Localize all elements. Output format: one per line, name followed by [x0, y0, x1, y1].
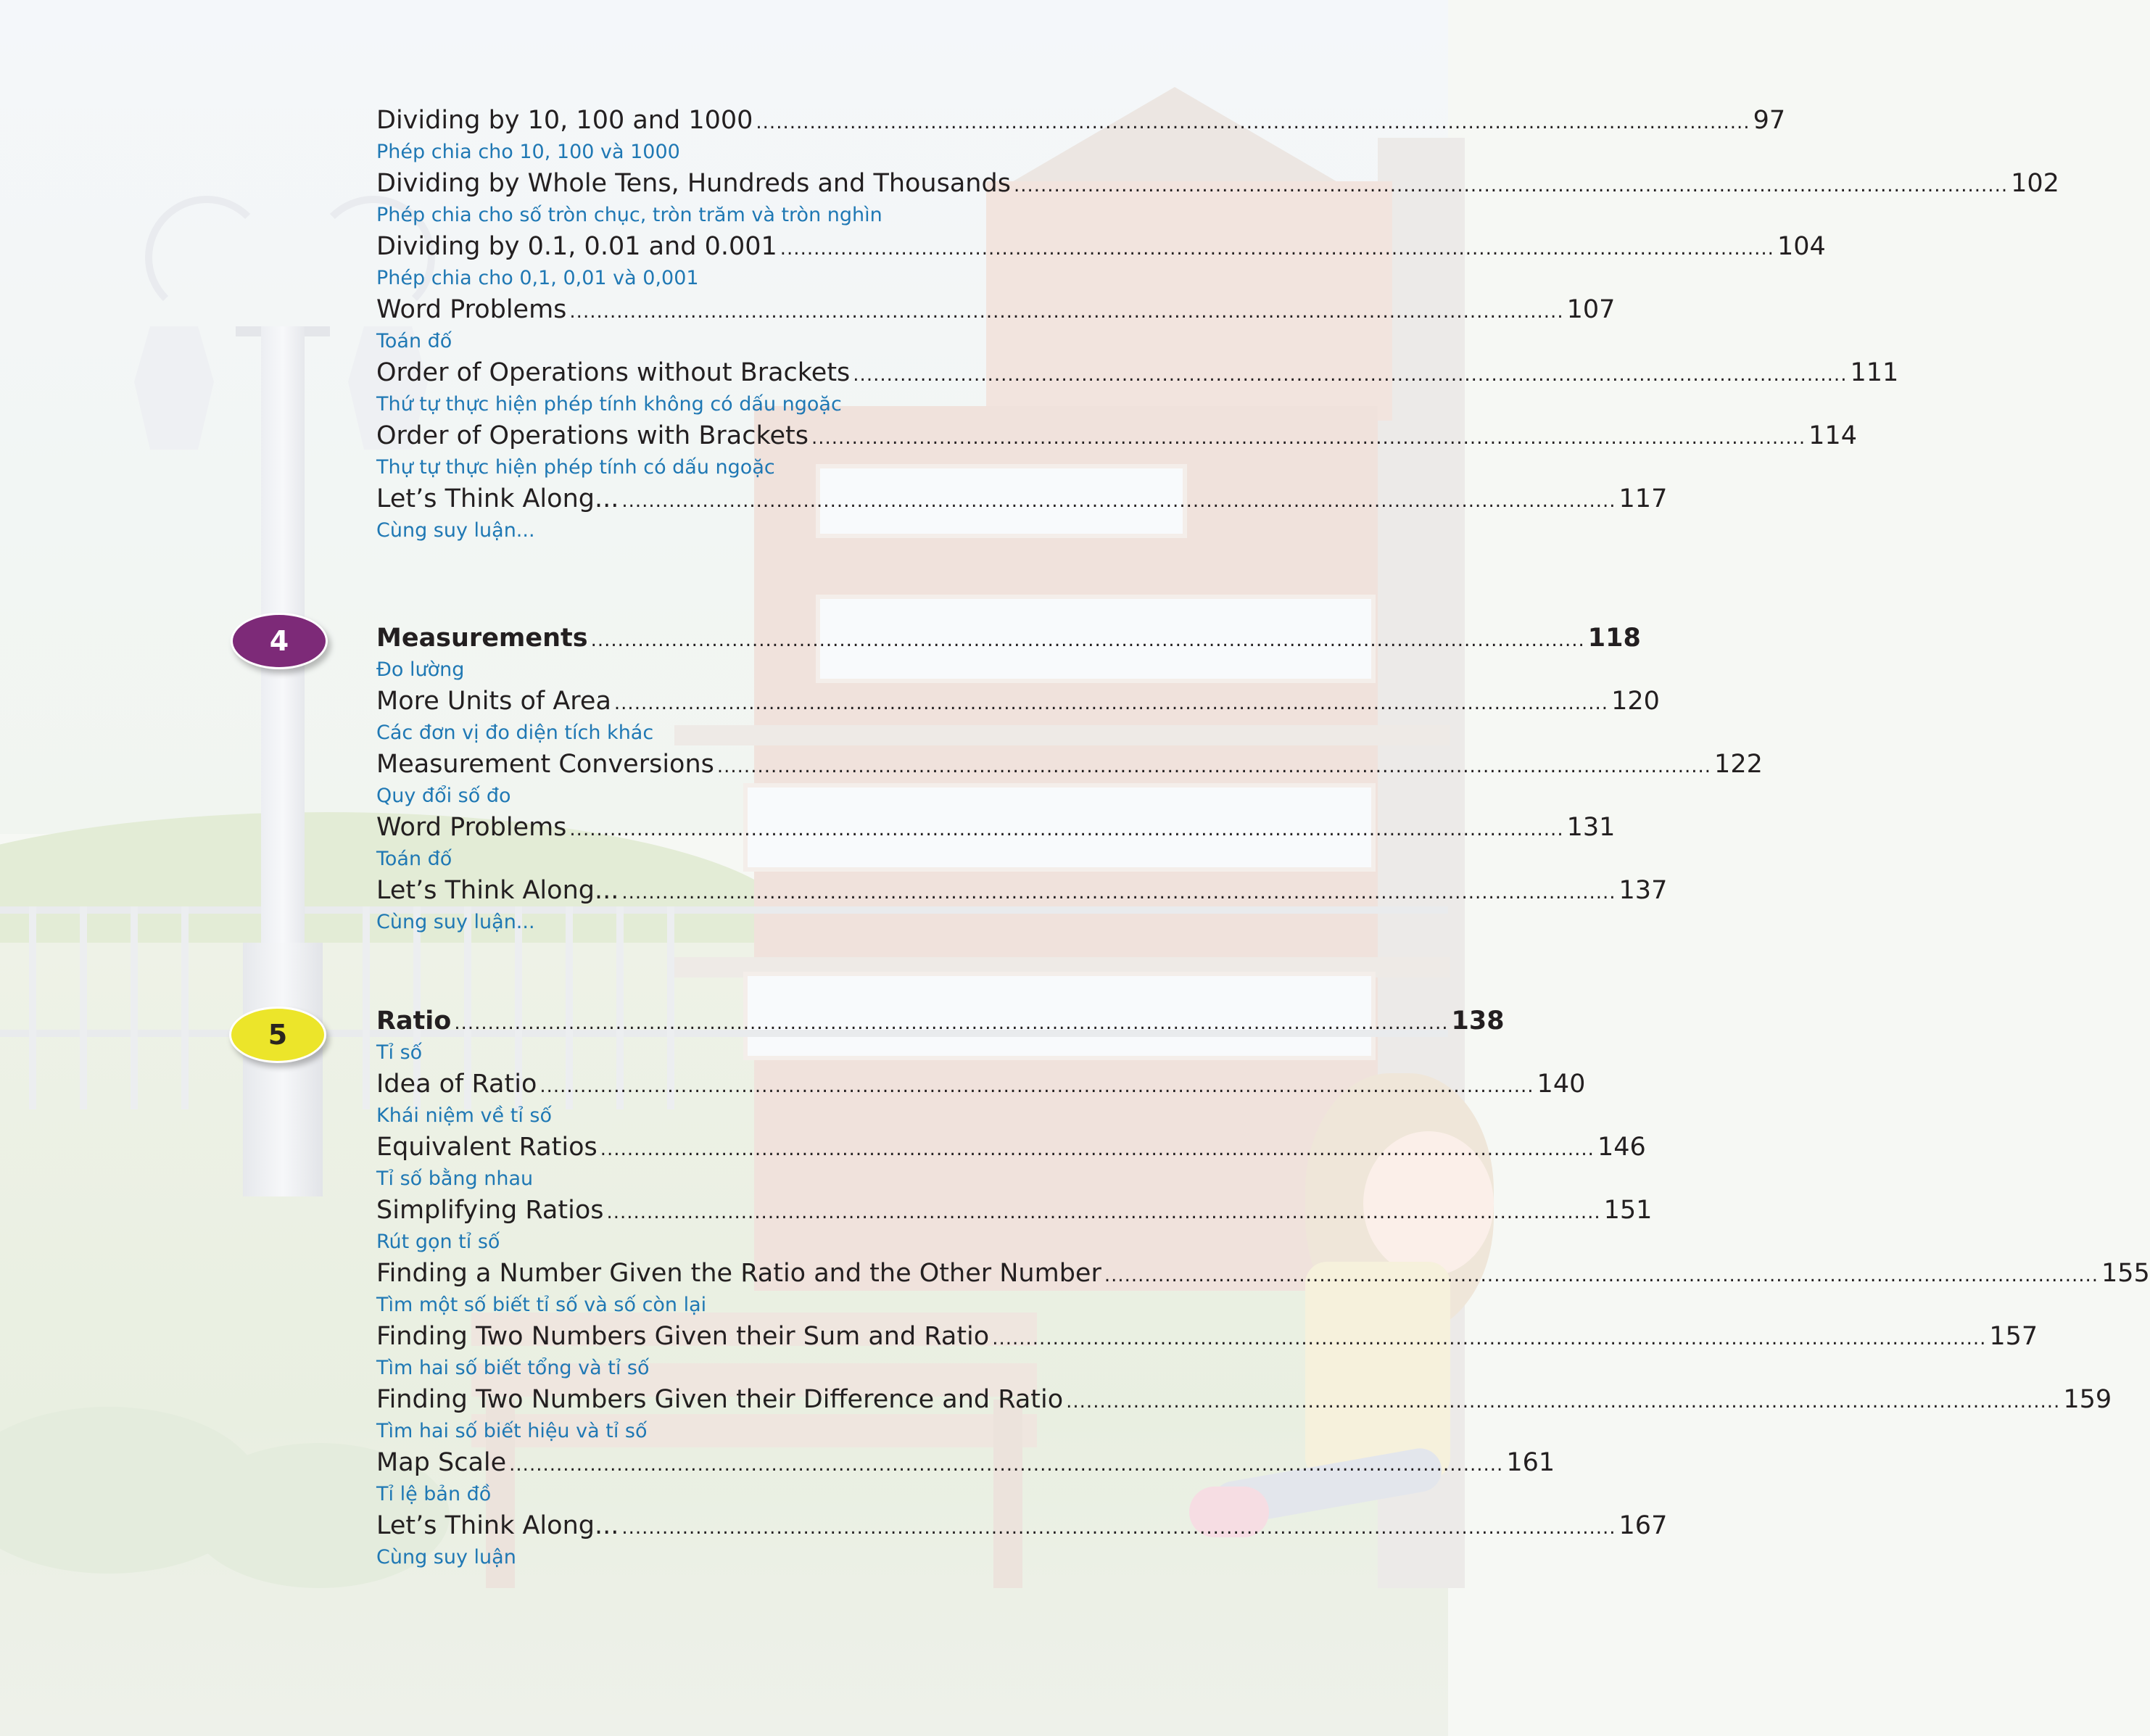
- dot-leader: ....................................................................................................................................................: [756, 112, 1750, 133]
- entry-page-number: 157: [1989, 1322, 2038, 1351]
- toc-entry[interactable]: [376, 1511, 1668, 1571]
- unit-5-heading[interactable]: [376, 1007, 1505, 1066]
- dot-leader: ....................................................................................................................................................: [569, 301, 1564, 323]
- dot-leader: ....................................................................................................................................................: [590, 629, 1585, 651]
- lamp-arm: [145, 196, 268, 319]
- toc-entry[interactable]: [376, 1070, 1586, 1129]
- entry-page-number: 159: [2063, 1385, 2112, 1414]
- entry-page-number: 97: [1753, 106, 1786, 135]
- entry-page-number: 122: [1714, 750, 1763, 779]
- dot-leader: ....................................................................................................................................................: [780, 238, 1774, 260]
- entry-page-number: 155: [2101, 1259, 2150, 1288]
- dot-leader: ....................................................................................................................................................: [454, 1012, 1449, 1034]
- entry-title: Equivalent Ratios: [376, 1133, 598, 1162]
- dot-leader: ....................................................................................................................................................: [606, 1202, 1601, 1223]
- entry-page-number: 111: [1850, 358, 1899, 387]
- toc-entry[interactable]: [376, 1385, 2112, 1444]
- entry-subtitle: Thự tự thực hiện phép tính có dấu ngoặc: [376, 456, 775, 479]
- toc-entry[interactable]: [376, 1259, 2150, 1318]
- street-lantern: [134, 326, 214, 450]
- entry-page-number: 107: [1566, 295, 1616, 324]
- entry-title: Measurement Conversions: [376, 750, 714, 779]
- entry-subtitle: Tỉ lệ bản đồ: [376, 1483, 492, 1505]
- toc-entry[interactable]: [376, 232, 1826, 292]
- entry-title: Idea of Ratio: [376, 1070, 537, 1099]
- entry-subtitle: Quy đổi số đo: [376, 785, 511, 807]
- toc-entry[interactable]: [376, 295, 1616, 355]
- dot-leader: ....................................................................................................................................................: [992, 1328, 1987, 1349]
- unit-4-heading[interactable]: [376, 624, 1641, 683]
- entry-page-number: 146: [1597, 1133, 1646, 1162]
- unit-page-number: 138: [1451, 1007, 1505, 1036]
- entry-page-number: 137: [1618, 876, 1668, 905]
- girl-character-body: [1305, 1262, 1450, 1479]
- toc-entry[interactable]: [376, 169, 2059, 228]
- dot-leader: ....................................................................................................................................................: [539, 1075, 1534, 1097]
- entry-title: Word Problems: [376, 295, 567, 324]
- entry-subtitle: Phép chia cho 0,1, 0,01 và 0,001: [376, 267, 699, 289]
- entry-subtitle: Các đơn vị đo diện tích khác: [376, 722, 654, 744]
- entry-subtitle: Tỉ số bằng nhau: [376, 1167, 534, 1190]
- dot-leader: ....................................................................................................................................................: [621, 490, 1616, 512]
- toc-entry[interactable]: [376, 1196, 1653, 1255]
- entry-title: Map Scale: [376, 1448, 507, 1477]
- fence-post: [29, 906, 36, 1109]
- entry-page-number: 167: [1618, 1511, 1668, 1540]
- entry-title: Dividing by 0.1, 0.01 and 0.001: [376, 232, 777, 261]
- entry-subtitle: Cùng suy luận: [376, 1546, 516, 1568]
- toc-entry[interactable]: [376, 876, 1668, 935]
- entry-subtitle: Tìm hai số biết hiệu và tỉ số: [376, 1420, 648, 1442]
- dot-leader: ....................................................................................................................................................: [613, 693, 1609, 714]
- entry-page-number: 131: [1566, 813, 1616, 842]
- entry-title: Dividing by Whole Tens, Hundreds and Thousands: [376, 169, 1011, 198]
- dot-leader: ....................................................................................................................................................: [1013, 175, 2009, 197]
- entry-title: Dividing by 10, 100 and 1000: [376, 106, 753, 135]
- dot-leader: ....................................................................................................................................................: [621, 1517, 1616, 1539]
- toc-entry[interactable]: [376, 106, 1786, 165]
- dot-leader: ....................................................................................................................................................: [621, 882, 1616, 904]
- dot-leader: ....................................................................................................................................................: [811, 427, 1806, 449]
- dot-leader: ....................................................................................................................................................: [600, 1138, 1595, 1160]
- fence-post: [131, 906, 138, 1109]
- entry-subtitle: Tìm một số biết tỉ số và số còn lại: [376, 1294, 707, 1316]
- entry-title: Order of Operations without Brackets: [376, 358, 851, 387]
- entry-title: Let’s Think Along...: [376, 876, 619, 905]
- entry-subtitle: Cùng suy luận...: [376, 911, 535, 933]
- toc-entry[interactable]: [376, 358, 1899, 418]
- entry-subtitle: Khái niệm về tỉ số: [376, 1104, 552, 1127]
- entry-title: Finding Two Numbers Given their Difference and Ratio: [376, 1385, 1064, 1414]
- entry-page-number: 120: [1611, 687, 1660, 716]
- entry-page-number: 117: [1618, 484, 1668, 513]
- dot-leader: ....................................................................................................................................................: [509, 1454, 1504, 1476]
- toc-entry[interactable]: [376, 813, 1616, 872]
- toc-entry[interactable]: [376, 1448, 1555, 1508]
- entry-title: Order of Operations with Brackets: [376, 421, 809, 450]
- unit-subtitle: Đo lường: [376, 658, 465, 681]
- entry-subtitle: Toán đố: [376, 848, 452, 870]
- entry-subtitle: Phép chia cho 10, 100 và 1000: [376, 141, 680, 163]
- dot-leader: ....................................................................................................................................................: [1104, 1265, 2099, 1286]
- entry-page-number: 104: [1777, 232, 1826, 261]
- entry-title: Word Problems: [376, 813, 567, 842]
- toc-entry[interactable]: [376, 1133, 1646, 1192]
- toc-entry[interactable]: [376, 1322, 2038, 1381]
- lamp-post-base: [243, 943, 323, 1196]
- entry-subtitle: Thứ tự thực hiện phép tính không có dấu ngoặc: [376, 393, 842, 416]
- entry-subtitle: Cùng suy luận...: [376, 519, 535, 542]
- dot-leader: ....................................................................................................................................................: [853, 364, 1848, 386]
- entry-title: More Units of Area: [376, 687, 611, 716]
- entry-subtitle: Toán đố: [376, 330, 452, 352]
- entry-subtitle: Rút gọn tỉ số: [376, 1231, 500, 1253]
- entry-title: Let’s Think Along...: [376, 484, 619, 513]
- entry-page-number: 114: [1808, 421, 1857, 450]
- entry-title: Finding Two Numbers Given their Sum and Ratio: [376, 1322, 990, 1351]
- unit-title: Measurements: [376, 624, 588, 653]
- entry-title: Let’s Think Along...: [376, 1511, 619, 1540]
- toc-entry[interactable]: [376, 484, 1668, 544]
- entry-subtitle: Phép chia cho số tròn chục, tròn trăm và tròn nghìn: [376, 204, 882, 226]
- entry-subtitle: Tìm hai số biết tổng và tỉ số: [376, 1357, 650, 1379]
- unit-subtitle: Tỉ số: [376, 1041, 423, 1064]
- toc-entry[interactable]: [376, 750, 1763, 809]
- fence-post: [181, 906, 189, 1109]
- unit-page-number: 118: [1587, 624, 1641, 653]
- unit-5-badge: 5: [229, 1007, 326, 1063]
- toc-entry[interactable]: [376, 421, 1857, 481]
- dot-leader: ....................................................................................................................................................: [1066, 1391, 2061, 1413]
- entry-page-number: 151: [1603, 1196, 1653, 1225]
- entry-page-number: 161: [1506, 1448, 1555, 1477]
- entry-title: Finding a Number Given the Ratio and the Other Number: [376, 1259, 1101, 1288]
- fence-post: [80, 906, 87, 1109]
- unit-title: Ratio: [376, 1007, 452, 1036]
- entry-page-number: 140: [1537, 1070, 1586, 1099]
- dot-leader: ....................................................................................................................................................: [716, 756, 1712, 777]
- entry-page-number: 102: [2011, 169, 2059, 198]
- unit-4-badge: 4: [231, 613, 328, 669]
- dot-leader: ....................................................................................................................................................: [569, 819, 1564, 840]
- fence-post: [363, 906, 370, 1109]
- toc-entry[interactable]: [376, 687, 1660, 746]
- entry-title: Simplifying Ratios: [376, 1196, 604, 1225]
